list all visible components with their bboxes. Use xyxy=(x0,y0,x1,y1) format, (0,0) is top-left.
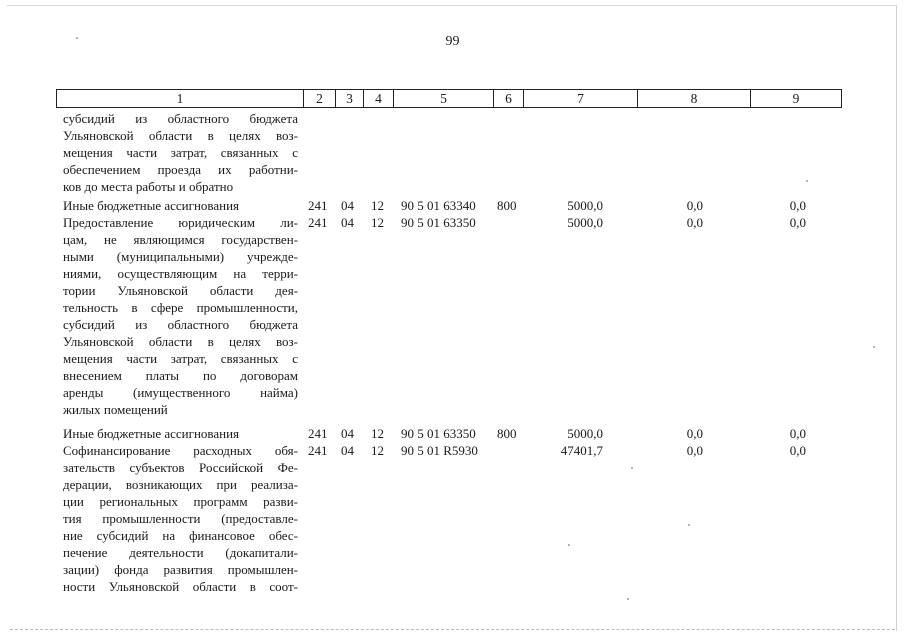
description-line: Иные бюджетные ассигнования xyxy=(63,198,240,213)
table-row-description xyxy=(63,110,298,195)
cell-col-9: 0,0 xyxy=(789,426,806,441)
cell-col-6: 800 xyxy=(497,198,517,213)
cell-col-3: 04 xyxy=(341,426,354,441)
description-line: Ульяновской области в целях воз- xyxy=(63,334,298,349)
cell-col-2: 241 xyxy=(308,426,328,441)
header-col-9: 9 xyxy=(750,89,842,108)
description-line: печение деятельности (докапитали- xyxy=(63,545,298,560)
description-line: зательств субъектов Российской Фе- xyxy=(63,460,298,475)
cell-col-2: 241 xyxy=(308,443,328,458)
description-line: Иные бюджетные ассигнования xyxy=(63,426,240,441)
description-line: обеспечением проезда их работни- xyxy=(63,162,298,177)
cell-col-2: 241 xyxy=(308,215,328,230)
description-line: ции региональных программ разви- xyxy=(63,494,298,509)
description-line: аренды (имущественного найма) xyxy=(63,385,298,400)
description-line: тия промышленности (предоставле- xyxy=(63,511,298,526)
scan-speck xyxy=(568,544,570,546)
description-line: тории Ульяновской области дея- xyxy=(63,283,298,298)
cell-col-9: 0,0 xyxy=(789,443,806,458)
cell-col-9: 0,0 xyxy=(789,215,806,230)
page-bottom-edge xyxy=(10,629,895,630)
description-line: Ульяновской области в целях воз- xyxy=(63,128,298,143)
cell-col-4: 12 xyxy=(371,426,384,441)
scan-speck xyxy=(688,524,690,526)
cell-col-3: 04 xyxy=(341,443,354,458)
cell-col-9: 0,0 xyxy=(789,198,806,213)
description-line: дерации, возникающих при реализа- xyxy=(63,477,298,492)
description-line: мещения части затрат, связанных с xyxy=(63,145,298,160)
scan-speck xyxy=(76,37,78,39)
cell-col-8: 0,0 xyxy=(686,426,703,441)
description-line: Предоставление юридическим ли- xyxy=(63,215,298,230)
description-line: зации) фонда развития промышлен- xyxy=(63,562,298,577)
description-line: цам, не являющимся государствен- xyxy=(63,232,298,247)
description-line: ков до места работы и обратно xyxy=(63,179,234,194)
cell-col-5: 90 5 01 63350 xyxy=(401,426,476,441)
description-line: ние субсидий на финансовое обес- xyxy=(63,528,298,543)
header-col-1: 1 xyxy=(56,89,303,108)
scan-speck xyxy=(627,598,629,600)
cell-col-5: 90 5 01 63340 xyxy=(401,198,476,213)
cell-col-5: 90 5 01 R5930 xyxy=(401,443,478,458)
table-row-description xyxy=(63,197,298,214)
cell-col-4: 12 xyxy=(371,198,384,213)
header-col-5: 5 xyxy=(393,89,493,108)
table-row-description xyxy=(63,214,298,418)
cell-col-3: 04 xyxy=(341,198,354,213)
description-line: жилых помещений xyxy=(63,402,168,417)
cell-col-7: 5000,0 xyxy=(567,426,603,441)
cell-col-8: 0,0 xyxy=(686,443,703,458)
description-line: тельность в сфере промышленности, xyxy=(63,300,298,315)
description-line: Софинансирование расходных обя- xyxy=(63,443,298,458)
header-col-7: 7 xyxy=(523,89,637,108)
header-col-4: 4 xyxy=(363,89,393,108)
cell-col-8: 0,0 xyxy=(686,215,703,230)
description-line: субсидий из областного бюджета xyxy=(63,111,298,126)
cell-col-6: 800 xyxy=(497,426,517,441)
header-col-8: 8 xyxy=(637,89,750,108)
table-row-description xyxy=(63,425,298,442)
header-col-6: 6 xyxy=(493,89,523,108)
cell-col-4: 12 xyxy=(371,215,384,230)
description-line: ными (муниципальными) учрежде- xyxy=(63,249,298,264)
cell-col-4: 12 xyxy=(371,443,384,458)
cell-col-7: 5000,0 xyxy=(567,215,603,230)
page-number: 99 xyxy=(445,34,460,49)
cell-col-5: 90 5 01 63350 xyxy=(401,215,476,230)
table-row-description xyxy=(63,442,298,595)
description-line: внесением платы по договорам xyxy=(63,368,298,383)
description-line: мещения части затрат, связанных с xyxy=(63,351,298,366)
scan-speck xyxy=(873,346,875,348)
description-line: субсидий из областного бюджета xyxy=(63,317,298,332)
cell-col-7: 5000,0 xyxy=(567,198,603,213)
cell-col-8: 0,0 xyxy=(686,198,703,213)
cell-col-2: 241 xyxy=(308,198,328,213)
cell-col-7: 47401,7 xyxy=(560,443,603,458)
header-col-2: 2 xyxy=(303,89,335,108)
description-line: ности Ульяновской области в соот- xyxy=(63,579,298,594)
scan-speck xyxy=(806,180,808,182)
description-line: ниями, осуществляющим на терри- xyxy=(63,266,298,281)
scan-speck xyxy=(631,467,633,469)
header-col-3: 3 xyxy=(335,89,363,108)
cell-col-3: 04 xyxy=(341,215,354,230)
